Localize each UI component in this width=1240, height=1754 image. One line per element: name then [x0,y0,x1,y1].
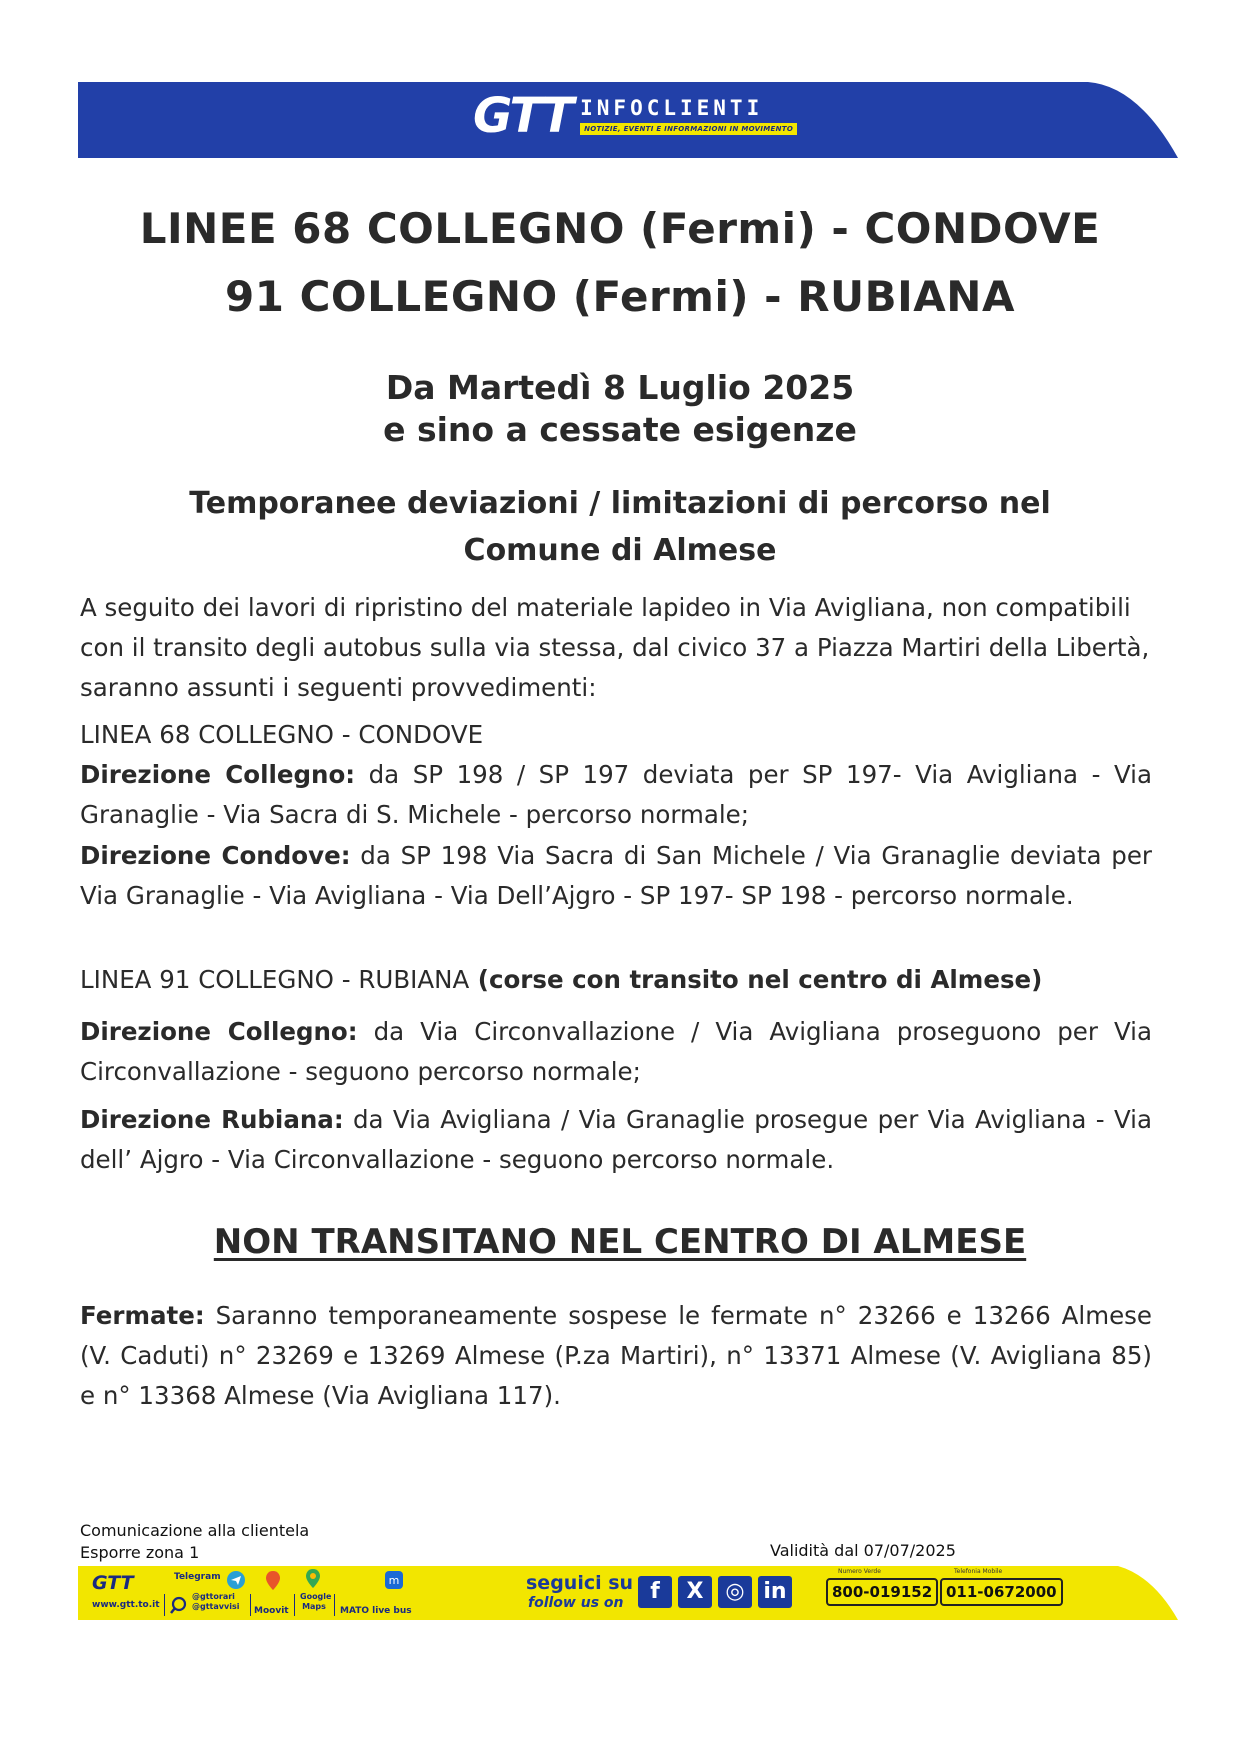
footer-divider [164,1594,165,1616]
search-icon [170,1596,188,1614]
intro-paragraph: A seguito dei lavori di ripristino del materiale lapideo in Via Avigliana, non compatibili con il transito degli autobus sulla via stessa, dal civico 37 a Piazza Martiri della Libertà, saranno assunti i seguenti provvedimenti: [80,593,1150,702]
communication-note [80,1520,309,1564]
date-line-1: Da Martedì 8 Luglio 2025 [385,368,855,407]
stops-label: Fermate: [80,1301,205,1330]
line-91-direction-collegno [80,1012,1152,1092]
telegram-handles[interactable]: @gttorari @gttavvisi [192,1592,240,1611]
moovit-label[interactable]: Moovit [254,1606,289,1616]
direction-text: da Via Avigliana / Via Granaglie prosegue per Via Avigliana - Via dell’ Ajgro - Via Circonvallazione - seguono percorso normale. [80,1105,1152,1174]
footer-divider [334,1594,335,1616]
brand-name: INFOCLIENTI [580,95,764,120]
footer-website-link[interactable]: www.gtt.to.it [92,1600,160,1610]
gtt-logo: GTT [473,88,573,144]
facebook-icon[interactable]: f [638,1576,672,1608]
footer-divider [294,1594,295,1616]
date-line-2: e sino a cessate esigenze [383,410,857,449]
stops-text: Saranno temporaneamente sospese le fermate n° 23266 e 13266 Almese (V. Caduti) n° 23269 e 13269 Almese (P.za Martiri), n° 13371 Almese (V. Avigliana 85) e n° 13368 Almese (Via Avigliana 117). [80,1301,1152,1410]
communication-line-1: Comunicazione alla clientela [80,1521,310,1540]
line-68-heading: LINEA 68 COLLEGNO - CONDOVE [80,720,484,749]
validity-date: Validità dal 07/07/2025 [770,1541,956,1560]
direction-label: Direzione Collegno: [80,1017,358,1046]
direction-label: Direzione Collegno: [80,760,356,789]
line-91-heading [80,960,1152,1000]
notice-text: NON TRANSITANO NEL CENTRO DI ALMESE [213,1222,1027,1262]
mato-label[interactable]: MATO live bus [340,1606,412,1616]
mato-icon [384,1570,404,1590]
line-68-direction-condove [80,836,1152,916]
moovit-icon [264,1570,282,1592]
x-twitter-icon[interactable]: X [678,1576,712,1608]
notice-banner [0,1222,1240,1262]
direction-label: Direzione Rubiana: [80,1105,344,1134]
toll-free-number[interactable]: 800-019152 [826,1578,938,1606]
mobile-number[interactable]: 011-0672000 [940,1578,1063,1606]
direction-label: Direzione Condove: [80,841,351,870]
title-line-2: 91 COLLEGNO (Fermi) - RUBIANA [225,272,1015,321]
footer-gtt-logo: GTT [92,1572,134,1594]
brand-tagline: NOTIZIE, EVENTI E INFORMAZIONI IN MOVIMENTO [580,123,797,135]
direction-text: da SP 198 Via Sacra di San Michele / Via Granaglie deviata per Via Granaglie - Via Avigliana - Via Dell’Ajgro - SP 197- SP 198 - percorso normale. [80,841,1152,910]
footer-divider [250,1594,251,1616]
linkedin-icon[interactable]: in [758,1576,792,1608]
line-68-direction-collegno [80,755,1152,835]
mobile-number-label: Telefonia Mobile [954,1568,1003,1575]
header-band [78,82,1178,160]
telegram-icon [226,1570,246,1590]
direction-text: da SP 198 / SP 197 deviata per SP 197- Via Avigliana - Via Granaglie - Via Sacra di S. Michele - percorso normale; [80,760,1152,829]
communication-line-2: Esporre zona 1 [80,1543,200,1562]
subject-line-2: Comune di Almese [463,533,777,568]
follow-us-label: seguici su [526,1572,634,1594]
brand-logo [473,88,797,144]
line-91-direction-rubiana [80,1100,1152,1180]
follow-us-label-en: follow us on [528,1595,624,1611]
line-91-note: (corse con transito nel centro di Almese) [469,965,1043,994]
line-91-title: LINEA 91 COLLEGNO - RUBIANA [80,965,470,994]
toll-free-label: Numero Verde [838,1568,881,1575]
subject-line-1: Temporanee deviazioni / limitazioni di percorso nel [189,486,1051,521]
direction-text: da Via Circonvallazione / Via Avigliana proseguono per Via Circonvallazione - seguono percorso normale; [80,1017,1152,1086]
title-line-1: LINEE 68 COLLEGNO (Fermi) - CONDOVE [139,204,1101,253]
google-maps-label[interactable]: Google Maps [300,1592,332,1611]
svg-text:m: m [388,1574,400,1587]
instagram-icon[interactable]: ◎ [718,1576,752,1608]
google-maps-icon [304,1568,322,1590]
telegram-label: Telegram [174,1572,221,1582]
footer-band [78,1566,1178,1620]
stops-paragraph [80,1296,1152,1416]
